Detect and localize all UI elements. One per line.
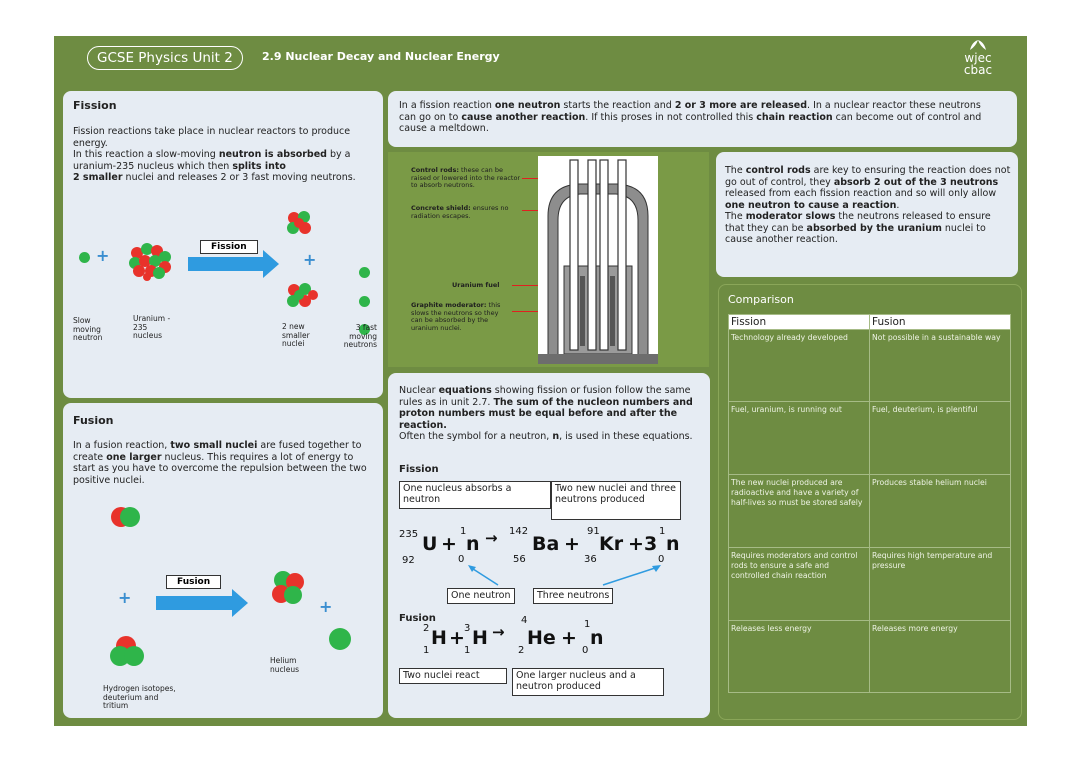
cell-fission: The new nuclei produced are radioactive and have a variety of half-lives so must be stored safely xyxy=(729,475,870,548)
cell-fusion: Not possible in a sustainable way xyxy=(870,330,1011,402)
n2-atomic: 0 xyxy=(658,554,665,565)
smaller-nucleus-2 xyxy=(285,281,319,311)
control-i: moderator slows xyxy=(745,211,836,222)
fission-description xyxy=(73,126,373,184)
header-fusion: Fusion xyxy=(870,315,1011,330)
control-c: are key to ensuring the reaction does not go out of control, they xyxy=(725,165,1011,188)
he-atomic: 2 xyxy=(518,645,525,656)
he-symbol: He xyxy=(527,627,556,649)
h2-symbol: H xyxy=(472,627,488,649)
helium-nucleus xyxy=(269,568,309,608)
box-three-neutrons: Three neutrons xyxy=(533,588,613,604)
label-uranium: Uranium - 235 nucleus xyxy=(133,314,171,340)
header-bar xyxy=(54,36,1027,78)
plus-sign: + xyxy=(564,533,580,555)
comparison-title: Comparison xyxy=(728,293,794,306)
table-row xyxy=(729,330,1011,402)
table-row xyxy=(729,621,1011,693)
fusion-arrow-head xyxy=(232,589,248,617)
cell-fusion: Releases more energy xyxy=(870,621,1011,693)
fusion-arrow-label: Fusion xyxy=(166,575,221,589)
logo-bottom-text: cbac xyxy=(963,63,993,77)
chain-b: one neutron xyxy=(494,100,561,111)
label-fast-neutrons: 3 fast moving neutrons xyxy=(343,323,377,349)
plus-sign: + xyxy=(449,627,465,649)
fusion-arrow-shaft xyxy=(156,596,234,610)
header-fission: Fission xyxy=(729,315,870,330)
fission-title: Fission xyxy=(73,99,117,112)
cell-fission: Requires moderators and control rods to ensure a safe and controlled chain reaction xyxy=(729,548,870,621)
u-atomic: 92 xyxy=(402,555,415,566)
box-one-neutron: One neutron xyxy=(447,588,515,604)
kr-symbol: Kr xyxy=(599,533,624,555)
shield-label-t: ensures no radiation escapes. xyxy=(411,204,509,220)
plus-icon: + xyxy=(118,588,132,607)
released-neutron xyxy=(329,628,351,650)
label-smaller-nuclei: 2 new smaller nuclei xyxy=(282,322,310,348)
chain-reaction-text xyxy=(399,100,999,135)
n1-mass: 1 xyxy=(460,526,467,537)
control-l: nuclei to cause another reaction. xyxy=(725,222,986,245)
plus-sign: + xyxy=(561,627,577,649)
control-d: absorb 2 out of the 3 neutrons xyxy=(833,176,999,188)
fusion-title: Fusion xyxy=(73,414,114,427)
n-symbol: n xyxy=(466,533,480,555)
fission-arrow-label: Fission xyxy=(200,240,258,254)
control-j: the neutrons released to ensure that they can be xyxy=(725,211,991,234)
shield-label-b: Concrete shield: xyxy=(411,204,471,212)
chain-i: can become out of control and cause a meltdown. xyxy=(399,111,982,134)
chain-e: . In a nuclear reactor these neutrons can go on to xyxy=(399,100,981,123)
fission-eq-title: Fission xyxy=(399,464,439,475)
control-k: absorbed by the uranium xyxy=(806,222,942,234)
fusion-d: one larger xyxy=(106,451,162,463)
n2-mass: 1 xyxy=(659,526,666,537)
box-larger-nucleus: One larger nucleus and a neutron produced xyxy=(512,668,664,696)
logo-top-text: wjec xyxy=(964,51,992,65)
chain-h: chain reaction xyxy=(756,111,833,123)
h2-atomic: 1 xyxy=(464,645,471,656)
uranium-nucleus xyxy=(127,241,175,281)
table-row xyxy=(729,475,1011,548)
shield-label xyxy=(411,205,521,220)
eq-a: Nuclear xyxy=(399,385,439,396)
eq-b: equations xyxy=(438,385,492,396)
table-row xyxy=(729,402,1011,475)
control-h: The xyxy=(725,211,746,222)
plus-icon: + xyxy=(96,246,110,265)
control-rods-text xyxy=(725,165,1013,246)
plus-sign: + xyxy=(441,533,457,555)
fuel-label: Uranium fuel xyxy=(452,281,500,289)
box-two-nuclei: Two nuclei react xyxy=(399,668,507,684)
reaction-arrow: → xyxy=(492,623,505,641)
eq-e1: Often the symbol for a neutron, xyxy=(399,431,553,442)
equations-intro xyxy=(399,385,704,443)
moderator-label xyxy=(411,302,511,332)
logo-leaf-icon xyxy=(968,40,988,50)
moderator-label-t: this slows the neutrons so they can be absorbed by the uranium nuclei. xyxy=(411,301,501,332)
control-f: one neutron to cause a reaction xyxy=(725,199,897,211)
eq-e3: , is used in these equations. xyxy=(559,431,693,442)
fast-neutron xyxy=(359,267,370,278)
chain-a: In a fission reaction xyxy=(399,100,495,111)
kr-mass: 91 xyxy=(587,526,600,537)
n-symbol: n xyxy=(590,627,604,649)
n3-mass: 1 xyxy=(584,619,591,630)
plus-icon: + xyxy=(319,597,333,616)
ba-atomic: 56 xyxy=(513,554,526,565)
label-hydrogen: Hydrogen isotopes, deuterium and tritium xyxy=(103,684,176,710)
plus-icon: + xyxy=(303,250,317,269)
eq-e2: n xyxy=(552,431,560,442)
slow-neutron xyxy=(79,252,90,263)
box-absorbs: One nucleus absorbs a neutron xyxy=(399,481,551,509)
box-products: Two new nuclei and three neutrons produced xyxy=(551,481,681,520)
deuterium-nucleus xyxy=(111,504,141,530)
fusion-c: are fused together to create xyxy=(73,440,362,463)
h1-symbol: H xyxy=(431,627,447,649)
h2-mass: 3 xyxy=(464,623,471,634)
ba-mass: 142 xyxy=(509,526,529,537)
cell-fusion: Produces stable helium nuclei xyxy=(870,475,1011,548)
ba-symbol: Ba xyxy=(532,533,560,555)
revision-sheet xyxy=(54,36,1027,726)
table-row xyxy=(729,548,1011,621)
he-mass: 4 xyxy=(521,615,528,626)
fission-p2c: by a uranium-235 nucleus which then xyxy=(73,149,351,172)
u-mass: 235 xyxy=(399,529,419,540)
chain-g: . If this proses in not controlled this xyxy=(585,111,757,123)
plus-sign: + xyxy=(628,533,644,555)
control-rods-label-b: Control rods: xyxy=(411,166,459,174)
cell-fusion: Requires high temperature and pressure xyxy=(870,548,1011,621)
label-slow-neutron: Slow moving neutron xyxy=(73,316,103,342)
fission-p2a: In this reaction a slow-moving xyxy=(73,149,219,160)
fission-panel xyxy=(63,91,383,398)
fission-p1: Fission reactions take place in nuclear reactors to produce energy. xyxy=(73,126,351,149)
three-coefficient: 3 xyxy=(644,533,658,555)
control-rods-label xyxy=(411,167,521,190)
equations-panel xyxy=(388,373,710,718)
fission-p2d: splits into xyxy=(232,160,286,172)
chain-c: starts the reaction and xyxy=(560,100,675,111)
fission-arrow-head xyxy=(263,250,279,278)
eq-d: The sum of the nucleon numbers and proton numbers must be equal before and after the reaction. xyxy=(399,396,693,431)
control-rods-label-t: these can be raised or lowered into the reactor to absorb neutrons. xyxy=(411,166,521,189)
eq-c: showing fission or fusion follow the same rules as in unit 2.7. xyxy=(399,385,691,408)
equation-pointer-arrows xyxy=(458,563,688,591)
fusion-b: two small nuclei xyxy=(170,440,258,451)
fusion-a: In a fusion reaction, xyxy=(73,440,171,451)
cell-fission: Releases less energy xyxy=(729,621,870,693)
fusion-eq-title: Fusion xyxy=(399,613,436,624)
reaction-arrow: → xyxy=(485,529,498,547)
control-g: . xyxy=(896,199,900,211)
cell-fusion: Fuel, deuterium, is plentiful xyxy=(870,402,1011,475)
u-symbol: U xyxy=(422,533,438,555)
cell-fission: Technology already developed xyxy=(729,330,870,402)
unit-title: GCSE Physics Unit 2 xyxy=(87,46,243,70)
label-helium: Helium nucleus xyxy=(270,656,299,674)
fission-p2e: 2 smaller xyxy=(73,172,123,183)
control-a: The xyxy=(725,165,746,176)
chain-d: 2 or 3 more are released xyxy=(674,100,808,111)
reactor-cross-section xyxy=(538,156,658,364)
control-b: control rods xyxy=(745,165,811,176)
smaller-nucleus-1 xyxy=(285,209,315,239)
fusion-e: nucleus. This requires a lot of energy to start as you have to overcome the repulsion between the two positive nuclei. xyxy=(73,451,367,486)
wjec-logo xyxy=(954,40,1002,76)
fusion-panel xyxy=(63,403,383,718)
cell-fission: Fuel, uranium, is running out xyxy=(729,402,870,475)
h1-atomic: 1 xyxy=(423,645,430,656)
fission-p2b: neutron is absorbed xyxy=(218,149,327,160)
fission-p2f: nuclei and releases 2 or 3 fast moving neutrons. xyxy=(122,172,356,183)
fusion-description xyxy=(73,440,373,486)
n3-atomic: 0 xyxy=(582,645,589,656)
control-e: released from each fission reaction and so will only allow xyxy=(725,188,997,199)
moderator-label-b: Graphite moderator: xyxy=(411,301,487,309)
table-header-row xyxy=(729,315,1011,330)
fission-arrow-shaft xyxy=(188,257,265,271)
control-rods-panel xyxy=(716,152,1018,277)
tritium-nucleus xyxy=(108,634,148,668)
topic-title: 2.9 Nuclear Decay and Nuclear Energy xyxy=(262,50,500,63)
h1-mass: 2 xyxy=(423,623,430,634)
kr-atomic: 36 xyxy=(584,554,597,565)
comparison-table xyxy=(728,314,1011,693)
n1-atomic: 0 xyxy=(458,554,465,565)
n-symbol: n xyxy=(666,533,680,555)
comparison-panel xyxy=(718,284,1022,720)
chain-reaction-panel xyxy=(388,91,1017,147)
fast-neutron xyxy=(359,296,370,307)
chain-f: cause another reaction xyxy=(461,111,586,123)
reactor-diagram xyxy=(388,152,709,367)
